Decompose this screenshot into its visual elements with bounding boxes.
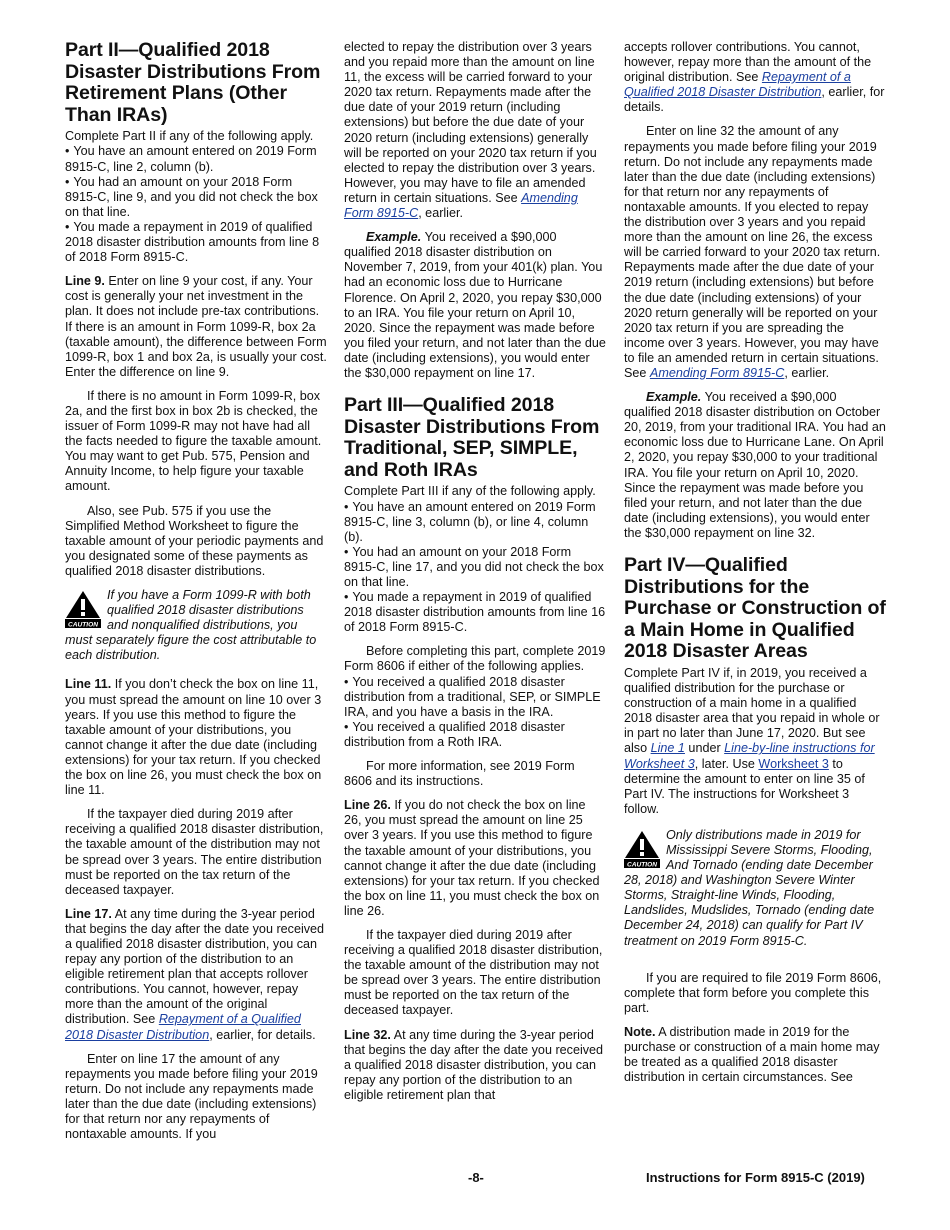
example-paragraph: [624, 390, 886, 541]
enter-line-32-text: Enter on line 32 the amount of any repayments you made before filing your 2019 return. Do not include any repayments made later than the due date (including extensions) for that return nor any repayments of nontaxable amounts. If you elected to repay the distribution over 3 years and you repaid more than the amount on line 26, the excess will be carried forward to your 2020 tax return. Repayments made after the due date of your 2019 return (including extensions) but before the due date (including extensions) of your 2020 return generally will be reported on your 2020 tax return if you are spreading the income over 3 years. However, you may have to file an amended return in certain situations. See: [624, 124, 881, 380]
line-26-label: Line 26.: [344, 798, 391, 813]
list-item: • You received a qualified 2018 disaster distribution from a traditional, SEP, or SIMPLE IRA, and you have a basis in the IRA.: [344, 675, 606, 720]
note-label: Note.: [624, 1024, 656, 1039]
worksheet-3-link[interactable]: Worksheet 3: [758, 756, 829, 771]
enter-line-32-paragraph: [624, 124, 886, 381]
line-32-text: At any time during the 3-year period that begins the day after the date you received a qualified 2018 disaster distribution, you can repay any portion of the distribution to an eligible retirement plan that: [344, 1027, 604, 1102]
continued-after: , earlier.: [418, 206, 463, 221]
list-item: • You had an amount on your 2018 Form 8915-C, line 9, and you did not check the box on that line.: [65, 175, 327, 220]
line-11-text: If you don’t check the box on line 11, you must spread the amount on line 10 over 3 years. If you use this method to figure the taxable amount of your distributions, you cannot change it after the due date (including extensions) for your tax return. If you checked the box on line 26, you must check the box on line 11.: [65, 677, 322, 798]
intro-text: under: [684, 741, 725, 756]
line-26-text: If you do not check the box on line 26, you must spread the amount on line 25 over 3 years. If you use this method to figure the taxable amount of your distributions, you cannot change it after the due date (including extensions) for your tax return. If you checked the box on line 11, you must check the box on line 26.: [344, 798, 600, 918]
line-9-text: Enter on line 9 your cost, if any. Your cost is generally your net investment in the plan. It does not include pre-tax contributions. If there is an amount in Form 1099-R, box 2a (taxable amount), the difference between Form 1099-R, box 1 and box 2a, is usually your cost. Enter the difference on line 9.: [65, 274, 327, 379]
list-item: • You received a qualified 2018 disaster distribution from a Roth IRA.: [344, 720, 606, 750]
taxpayer-died-paragraph: If the taxpayer died during 2019 after receiving a qualified 2018 disaster distribution, the taxable amount of the distribution may not be spread over 3 years. The entire distribution must be reported on the tax return of the deceased taxpayer.: [65, 807, 324, 897]
caution-label: CAUTION: [67, 621, 99, 628]
line-9-label: Line 9.: [65, 274, 105, 289]
line-1-link[interactable]: Line 1: [650, 741, 685, 756]
line-11-label: Line 11.: [65, 677, 112, 692]
intro-text: to determine the amount to enter on line 35 of Part IV. The instructions for Worksheet 3 follow.: [624, 756, 865, 816]
line-by-line-link[interactable]: Line-by-line instructions for Worksheet 3: [624, 741, 875, 771]
more-info-paragraph: For more information, see 2019 Form 8606 and its instructions.: [344, 759, 575, 789]
line-32-label: Line 32.: [344, 1027, 391, 1042]
example-text: You received a $90,000 qualified 2018 disaster distribution on October 20, 2019, from your traditional IRA. You had an economic loss due to Hurricane Lane. On April 2, 2020, you repay $30,000 to your traditional IRA. You file your return on April 10, 2020. Since the repayment was made before you filed your return, and not later than the due date (including extensions), you would enter the $30,000 repayment on line 32.: [624, 390, 886, 540]
caution-text: Only distributions made in 2019 for Mississippi Severe Storms, Flooding, And Tornado (ending date December 28, 2018) and Washington Severe Winter Storms, Straight-line Winds, Flooding, Landslides, Mudslides, Tornado (ending date December 24, 2018) can qualify for Part IV treatment on 2019 Form 8915-C.: [624, 827, 875, 948]
continued-paragraph: [624, 40, 886, 115]
also-paragraph: Also, see Pub. 575 if you use the Simplified Method Worksheet to figure the taxable amount of your periodic payments and you designated some of these payments as qualified 2018 disaster distributions.: [65, 503, 324, 578]
list-item: • You have an amount entered on 2019 Form 8915-C, line 2, column (b).: [65, 144, 327, 174]
column-1: [65, 40, 327, 1142]
intro-text: , later. Use: [694, 756, 759, 771]
caution-note: [624, 828, 886, 949]
column-3: [624, 40, 886, 1085]
caution-text: If you have a Form 1099-R with both qualified 2018 disaster distributions and nonqualified distributions, you must separately figure the cost attributable to each distribution.: [65, 588, 317, 663]
line-17-text: At any time during the 3-year period that begins the day after the date you received a qualified 2018 disaster distribution, you can repay any portion of the distribution to an eligible retirement plan that accepts rollover contributions. You cannot, however, repay more than the amount of the original distribution. See: [65, 906, 325, 1027]
line-17-label: Line 17.: [65, 906, 112, 921]
example-paragraph: [344, 230, 606, 381]
list-item: • You made a repayment in 2019 of qualified 2018 disaster distribution amounts from line 16 of 2018 Form 8915-C.: [344, 590, 606, 635]
caution-icon: [65, 590, 101, 628]
continued-text: accepts rollover contributions. You cannot, however, repay more than the amount of the original distribution. See: [624, 40, 872, 85]
example-text: You received a $90,000 qualified 2018 disaster distribution on November 7, 2019, from your 401(k) plan. You had an economic loss due to Hurricane Florence. On April 2, 2020, you repay $30,000 to an IRA. You file your return on April 10, 2020. Since the repayment was made before you filed your return, and not later than the due date (including extensions), you would enter the $30,000 repayment on line 17.: [344, 230, 606, 380]
amending-form-link[interactable]: Amending Form 8915-C: [649, 365, 785, 380]
line-9-paragraph: [65, 274, 327, 380]
list-item: • You made a repayment in 2019 of qualified 2018 disaster distribution amounts from line 8 of 2018 Form 8915-C.: [65, 220, 327, 265]
amending-form-link[interactable]: Amending Form 8915-C: [344, 190, 578, 221]
caution-note: [65, 588, 327, 663]
part-iv-intro: [624, 666, 886, 817]
list-item: • You have an amount entered on 2019 Form 8915-C, line 3, column (b), or line 4, column (b).: [344, 500, 606, 545]
note-paragraph: [624, 1025, 886, 1085]
line-11-paragraph: [65, 677, 327, 798]
form-8606-paragraph: If you are required to file 2019 Form 8606, complete that form before you complete this part.: [624, 970, 882, 1015]
line-32-paragraph: [344, 1028, 606, 1103]
list-item: • You had an amount on your 2018 Form 8915-C, line 17, and you did not check the box on that line.: [344, 545, 606, 590]
note-text: A distribution made in 2019 for the purchase or construction of a main home may be treated as a qualified 2018 disaster distribution in certain circumstances. See: [624, 1024, 880, 1085]
column-2: [344, 40, 606, 1103]
form-title-footer: Instructions for Form 8915-C (2019): [646, 1170, 865, 1185]
caution-icon: [624, 830, 660, 868]
part-iii-intro: Complete Part III if any of the following apply.: [344, 484, 596, 499]
part-iv-heading: Part IV—Qualified Distributions for the Purchase or Construction of a Main Home in Qualified 2018 Disaster Areas: [624, 554, 886, 663]
continued-paragraph: [344, 40, 606, 221]
part-ii-intro: Complete Part II if any of the following apply.: [65, 129, 314, 144]
part-ii-heading: Part II—Qualified 2018 Disaster Distributions From Retirement Plans (Other Than IRAs): [65, 39, 321, 126]
enter-line-32-after: , earlier.: [784, 365, 830, 380]
example-label: Example.: [646, 390, 702, 405]
before-completing-paragraph: Before completing this part, complete 2019 Form 8606 if either of the following applies.: [344, 644, 606, 674]
line-17-paragraph: [65, 907, 327, 1043]
page-number: -8-: [468, 1170, 484, 1185]
example-label: Example.: [366, 230, 422, 245]
line-26-paragraph: [344, 798, 606, 919]
no-amount-paragraph: If there is no amount in Form 1099-R, box 2a, and the first box in box 2b is checked, the issuer of Form 1099-R may not have had all the facts needed to figure the taxable amount. You may want to get Pub. 575, Pension and Annuity Income, to help figure your taxable amount.: [65, 388, 322, 494]
caution-label: CAUTION: [626, 861, 658, 868]
enter-line-17-paragraph: Enter on line 17 the amount of any repayments you made before filing your 2019 return. Do not include any repayments made later than the due date (including extensions) for that return nor any repayments of nontaxable amounts. If you: [65, 1051, 318, 1142]
taxpayer-died-paragraph: If the taxpayer died during 2019 after receiving a qualified 2018 disaster distribution, the taxable amount of the distribution may not be spread over 3 years. The entire distribution must be reported on the tax return of the deceased taxpayer.: [344, 927, 603, 1018]
continued-text: elected to repay the distribution over 3 years and you repaid more than the amount on line 11, the excess will be carried forward to your 2020 tax return. Repayments made after the due date of your 2019 return (including extensions) but before the due date of your 2020 return (including extensions) generally will be reported on your 2020 tax return if you elected to repay the distribution over 3 years. However, you may have to file an amended return in certain situations. See: [344, 40, 597, 205]
intro-text: Complete Part IV if, in 2019, you received a qualified distribution for the purchase or construction of a main home in a qualified 2018 disaster area that you repaid in whole or in part no later than June 17, 2020. But see also: [624, 665, 880, 756]
line-17-after: , earlier, for details.: [209, 1027, 316, 1042]
repayment-link[interactable]: Repayment of a Qualified 2018 Disaster Distribution: [65, 1012, 301, 1042]
repayment-link[interactable]: Repayment of a Qualified 2018 Disaster Distribution: [624, 70, 851, 100]
part-iii-heading: Part III—Qualified 2018 Disaster Distributions From Traditional, SEP, SIMPLE, and Roth IRAs: [344, 394, 600, 481]
continued-after: , earlier, for details.: [624, 85, 885, 115]
